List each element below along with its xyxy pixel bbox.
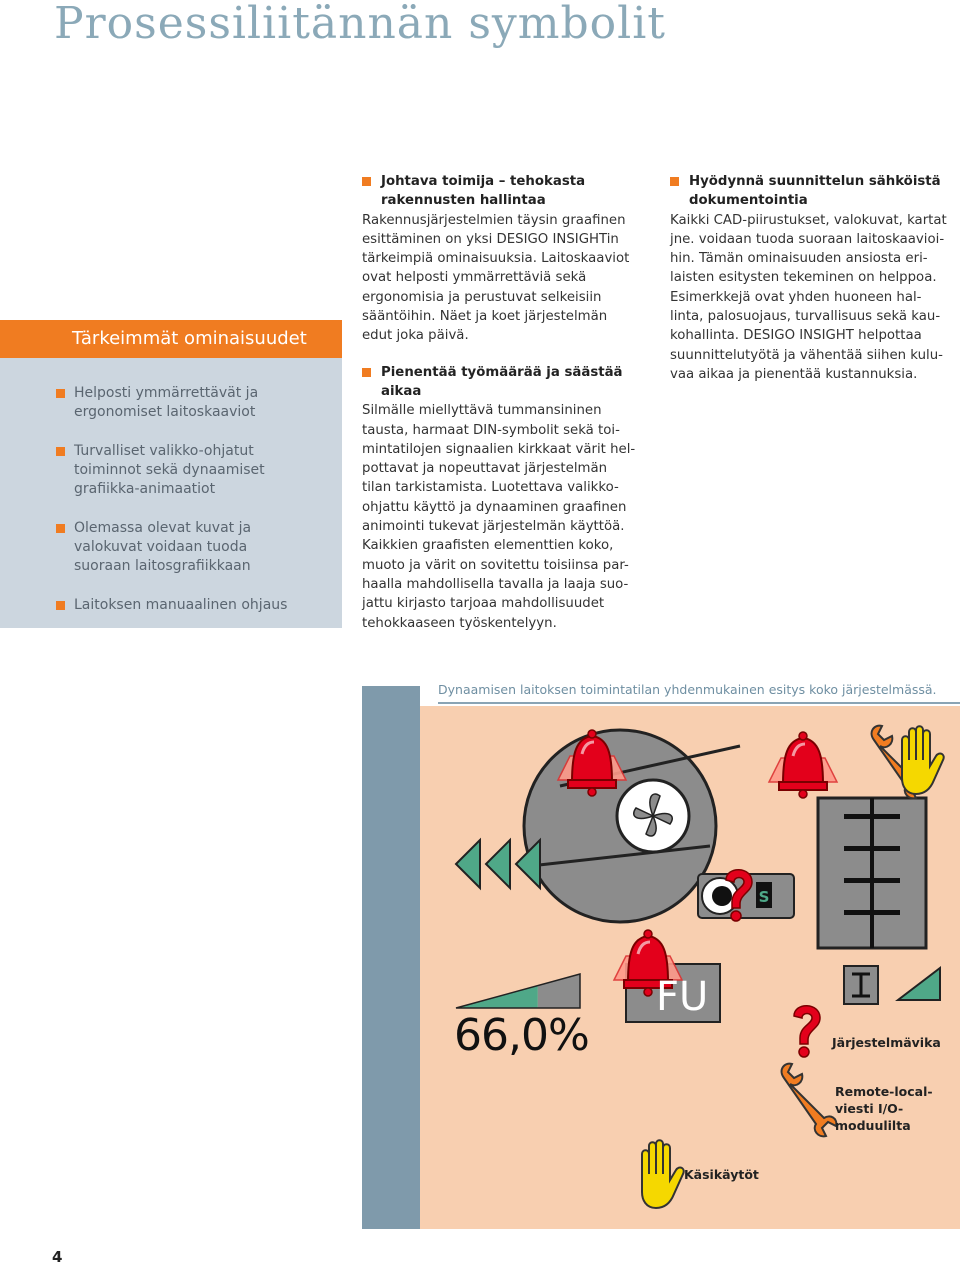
section-heading: Johtava toimija – tehokasta rakennusten hallintaa [381, 174, 586, 209]
label-system-fault: Järjestelmävika [832, 1035, 941, 1050]
question-mark-icon [794, 1006, 820, 1057]
bullet-square-icon [362, 177, 371, 186]
bullet-square-icon [56, 389, 65, 398]
percent-gauge [456, 974, 580, 1008]
caption-rule [438, 702, 960, 704]
section-heading: Hyödynnä suunnittelun sähköistä dokumentointia [689, 174, 941, 209]
label-manual: Käsikäytöt [684, 1167, 759, 1182]
text-column-1 [362, 172, 652, 650]
figure-caption: Dynaamisen laitoksen toimintatilan yhdenmukainen esitys koko järjestelmässä. [438, 682, 937, 697]
bullet-square-icon [670, 177, 679, 186]
section-documentation [670, 172, 960, 384]
bullet-square-icon [362, 368, 371, 377]
label-remote-local: Remote-local- viesti I/O- moduulilta [835, 1084, 933, 1133]
sidebar-title: Tärkeimmät ominaisuudet [0, 320, 342, 358]
bullet-square-icon [56, 601, 65, 610]
percent-value: 66,0% [454, 1010, 589, 1061]
bullet-square-icon [56, 524, 65, 533]
page-number: 4 [52, 1248, 63, 1266]
feature-item [56, 519, 342, 576]
section-body: Silmälle miellyttävä tummansininen tausta, harmaat DIN-symbolit sekä toi- mintatilojen signaalien kirkkaat värit hel- pottavat ja nopeuttavat järjestelmän tilan tarkistamista. Luotettava valikko- ohjattu käyttö ja dynaaminen graafinen animointi tukevat järjestelmän käyttöä. Kaikkien graafisten elementtien koko, muoto ja värit on sovitettu toisiinsa par- haalla mahdollisella tavalla ja laaja suo- jattu kirjasto tarjoaa mahdollisuudet tehokkaaseen työskentelyyn. [362, 403, 636, 631]
figure-side-bar [362, 686, 420, 1229]
io-module-symbol [844, 966, 940, 1004]
feature-text: Turvalliset valikko-ohjatut toiminnot sekä dynaamiset grafiikka-animaatiot [74, 443, 265, 497]
feature-text: Helposti ymmärrettävät ja ergonomiset laitoskaaviot [74, 385, 259, 420]
feature-text: Laitoksen manuaalinen ohjaus [74, 597, 288, 613]
alarm-bell-icon [769, 732, 837, 798]
hand-icon [902, 726, 944, 794]
feature-item [56, 596, 342, 615]
sidebar-features [0, 358, 342, 628]
feature-item [56, 442, 342, 499]
text-column-2 [670, 172, 960, 401]
wrench-icon [782, 1064, 837, 1137]
switch-panel-symbol [818, 798, 926, 948]
feature-item [56, 384, 342, 422]
section-body: Rakennusjärjestelmien täysin graafinen esittäminen on yksi DESIGO INSIGHTin tärkeimpiä ominaisuuksia. Laitoskaaviot ovat helposti ymmärrettäviä sekä ergonomisia ja perustuvat selkeisiin sääntöihin. Näet ja koet järjestelmän edut joka päivä. [362, 212, 630, 344]
section-leading-player [362, 172, 652, 346]
page-title: Prosessiliitännän symbolit [54, 0, 666, 49]
bullet-square-icon [56, 447, 65, 456]
section-body: Kaikki CAD-piirustukset, valokuvat, kartat jne. voidaan tuoda suoraan laitoskaavioi- hin. Tämän ominaisuuden ansiosta eri- laisten esitysten tekeminen on helppoa. Esimerkkejä ovat yhden huoneen hal- linta, palosuojaus, turvallisuus sekä kau- kohallinta. DESIGO INSIGHT helpottaa suunnittelutyötä ja vähentää siihen kulu- vaa aikaa ja pienentää kustannuksia. [670, 212, 947, 382]
section-heading: Pienentää työmäärää ja säästää aikaa [381, 364, 623, 399]
section-save-time [362, 363, 652, 633]
symbol-illustration [420, 706, 960, 1229]
svg-text:S: S [758, 888, 770, 906]
feature-text: Olemassa olevat kuvat ja valokuvat voidaan tuoda suoraan laitosgrafiikkaan [74, 520, 252, 574]
fu-label: FU [656, 974, 709, 1020]
hand-icon [642, 1140, 684, 1208]
